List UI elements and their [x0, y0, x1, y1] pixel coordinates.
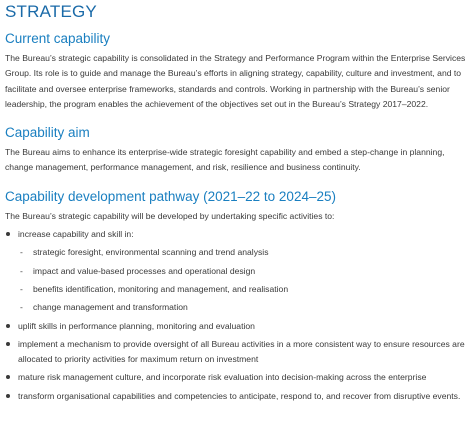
dash-icon: -: [20, 247, 23, 258]
list-item: [5, 227, 467, 315]
bullet-icon: [6, 342, 10, 346]
bullet-icon: [6, 375, 10, 379]
pathway-intro: The Bureau’s strategic capability will be developed by undertaking specific activities to:: [5, 210, 335, 221]
sub-list-item-text: strategic foresight, environmental scanning and trend analysis: [33, 247, 269, 258]
sub-list-item: [18, 282, 467, 297]
capability-aim-paragraph: The Bureau aims to enhance its enterprise-wide strategic foresight capability and embed a step-change in planning, change management, performance management, and risk, resilience and business continuity.: [5, 147, 445, 173]
dash-icon: -: [20, 283, 23, 294]
document-page: [5, 0, 467, 407]
skills-sub-list: [18, 245, 467, 315]
list-item-text: implement a mechanism to provide oversight of all Bureau activities in a more consistent way to ensure resources are allocated to priority activities for maximum return on investment: [18, 338, 465, 365]
current-capability-paragraph: The Bureau’s strategic capability is consolidated in the Strategy and Performance Program within the Enterprise Services Group. Its role is to guide and manage the Bureau’s efforts in aligning strategy, capability, culture and investment, and to facilitate and oversee enterprise frameworks, standards and controls. Working in partnership with the Bureau’s senior leadership, the program enables the achievement of the objectives set out in the Bureau’s Strategy 2017–2022.: [5, 53, 466, 109]
list-item-text: uplift skills in performance planning, monitoring and evaluation: [18, 320, 255, 331]
sub-list-item-text: impact and value-based processes and operational design: [33, 265, 256, 276]
sub-list-item-text: change management and transformation: [33, 302, 188, 313]
bullet-icon: [6, 394, 10, 398]
pathway-heading: Capability development pathway (2021–22 to 2024–25): [5, 188, 336, 204]
sub-list-item: [18, 245, 467, 260]
list-item-text: increase capability and skill in:: [18, 229, 134, 240]
list-item-text: transform organisational capabilities and competencies to anticipate, respond to, and recover from disruptive events.: [18, 390, 461, 401]
sub-list-item: [18, 300, 467, 315]
pathway-activity-list: [5, 227, 467, 404]
current-capability-heading: Current capability: [5, 31, 111, 46]
sub-list-item: [18, 264, 467, 279]
sub-list-item-text: benefits identification, monitoring and management, and realisation: [33, 283, 289, 294]
list-item: [5, 337, 467, 368]
list-item-text: mature risk management culture, and incorporate risk evaluation into decision-making across the enterprise: [18, 372, 427, 383]
dash-icon: -: [20, 265, 23, 276]
bullet-icon: [6, 324, 10, 328]
list-item: [5, 389, 467, 404]
page-title: STRATEGY: [5, 2, 97, 21]
capability-aim-heading: Capability aim: [5, 125, 90, 141]
list-item: [5, 319, 467, 334]
bullet-icon: [6, 232, 10, 236]
dash-icon: -: [20, 302, 23, 313]
list-item: [5, 370, 467, 385]
